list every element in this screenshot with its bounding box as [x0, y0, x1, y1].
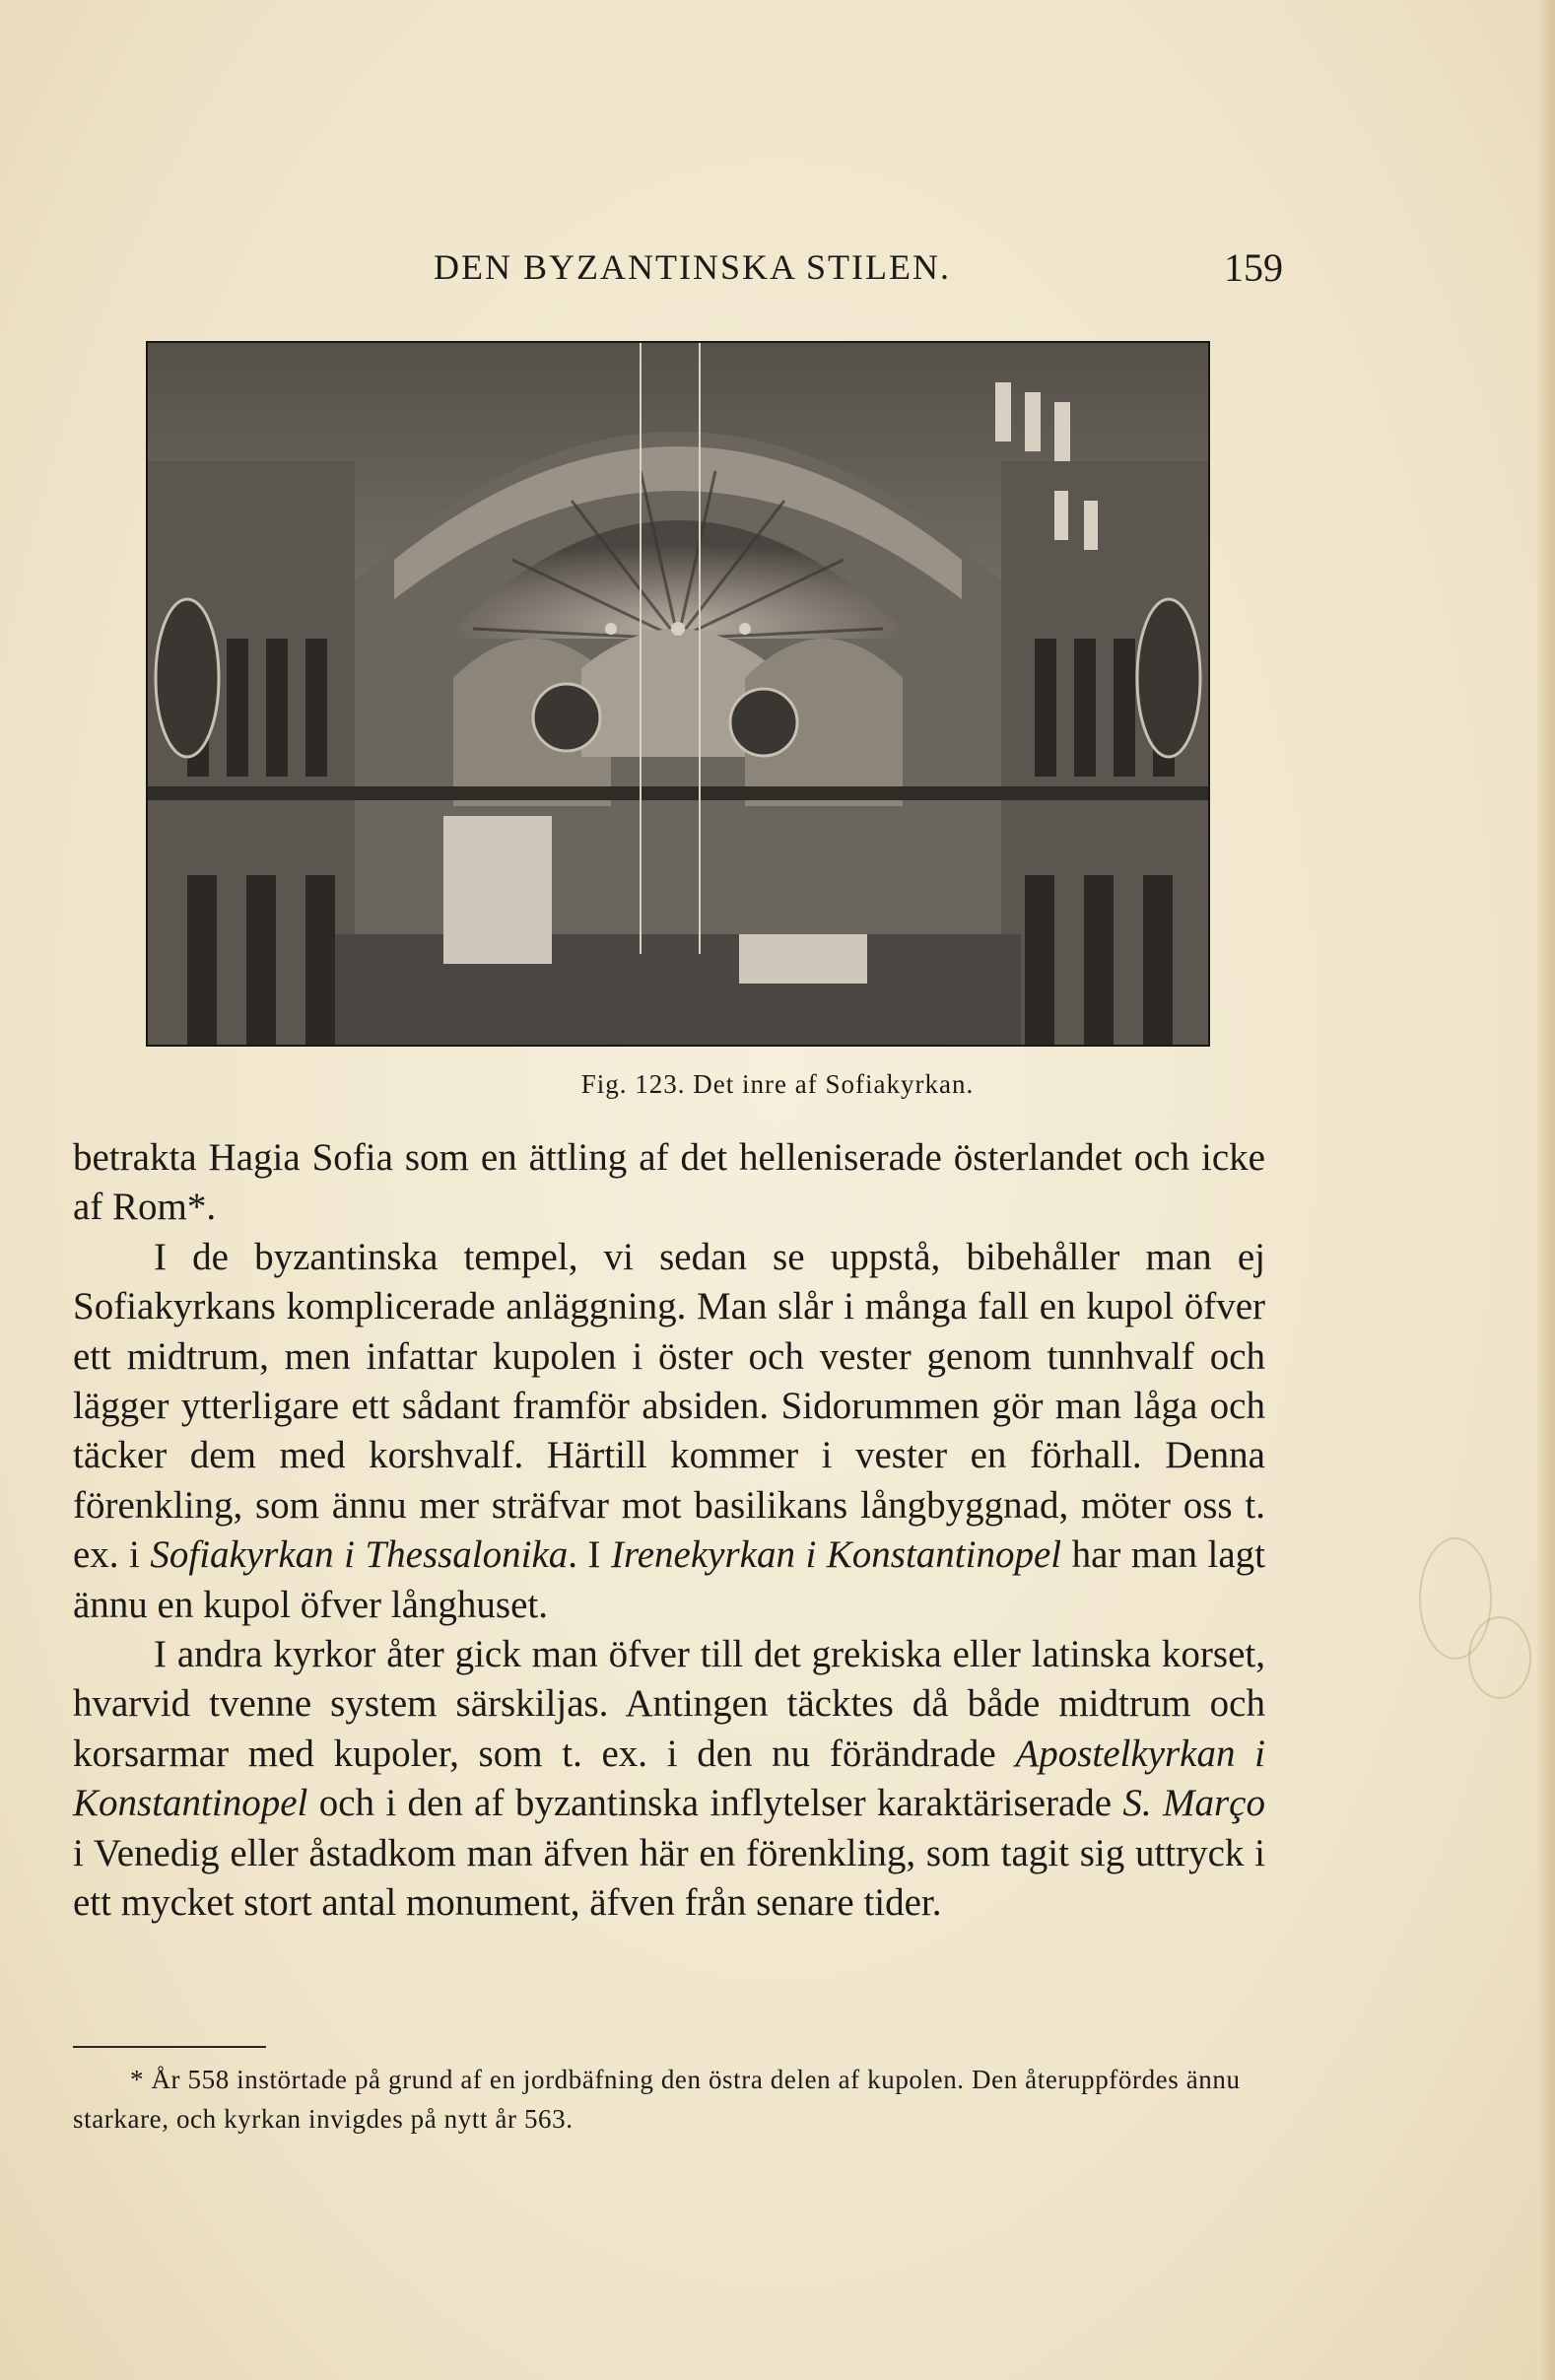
paragraph-3: I andra kyrkor åter gick man öfver till det grekiska eller latinska korset, hvarvid tvenne system särskiljas. Antingen täcktes då både midtrum och korsarmar med kupoler, som t. ex. i den nu förändrade Apostelkyrkan i Konstantinopel och i den af byzantinska inflytelser karaktäriserade S. Março i Venedig eller åstadkom man äfven här en förenkling, som tagit sig uttryck i ett mycket stort antal monument, äfven från senare tider. — [73, 1633, 1265, 1925]
italic-place-3: Apostelkyrkan i Konstantinopel — [73, 1732, 1265, 1825]
paragraph-2: I de byzantinska tempel, vi sedan se uppstå, bibehåller man ej Sofiakyrkans komplicerade anläggning. Man slår i många fall en kupol öfver ett midtrum, men infattar kupolen i öster och vester genom tunnhvalf och lägger ytterligare ett sådant framför absiden. Sidorummen gör man låga och täcker dem med korshvalf. Härtill kommer i vester en förhall. Denna förenkling, som ännu mer sträfvar mot basilikans långbyggnad, möter oss t. ex. i Sofiakyrkan i Thessalonika. I Irenekyrkan i Konstantinopel har man lagt ännu en kupol öfver långhuset. — [73, 1235, 1265, 1626]
footnote: * År 558 instörtade på grund af en jordbäfning den östra delen af kupolen. Den återuppfördes ännu starkare, och kyrkan invigdes på nytt år 563. — [73, 2065, 1241, 2134]
hagia-sophia-photograph — [146, 341, 1210, 1047]
figure-caption: Fig. 123. Det inre af Sofiakyrkan. — [580, 1069, 975, 1099]
page-number: 159 — [1224, 245, 1283, 290]
italic-place-4: S. Março — [1122, 1782, 1265, 1825]
body-text — [73, 1133, 1265, 1929]
paragraph-1: betrakta Hagia Sofia som en ättling af det helleniserade österlandet och icke af Rom*. — [73, 1136, 1265, 1229]
italic-place-2: Irenekyrkan i Konstantinopel — [611, 1533, 1062, 1577]
footnote-rule — [73, 2046, 266, 2048]
page-stain — [1468, 1616, 1531, 1699]
running-title: DEN BYZANTINSKA STILEN. — [434, 247, 951, 287]
interior-photo-illustration — [148, 343, 1208, 1045]
italic-place-1: Sofiakyrkan i Thessalonika — [150, 1533, 569, 1577]
page-edge — [1537, 0, 1555, 2380]
